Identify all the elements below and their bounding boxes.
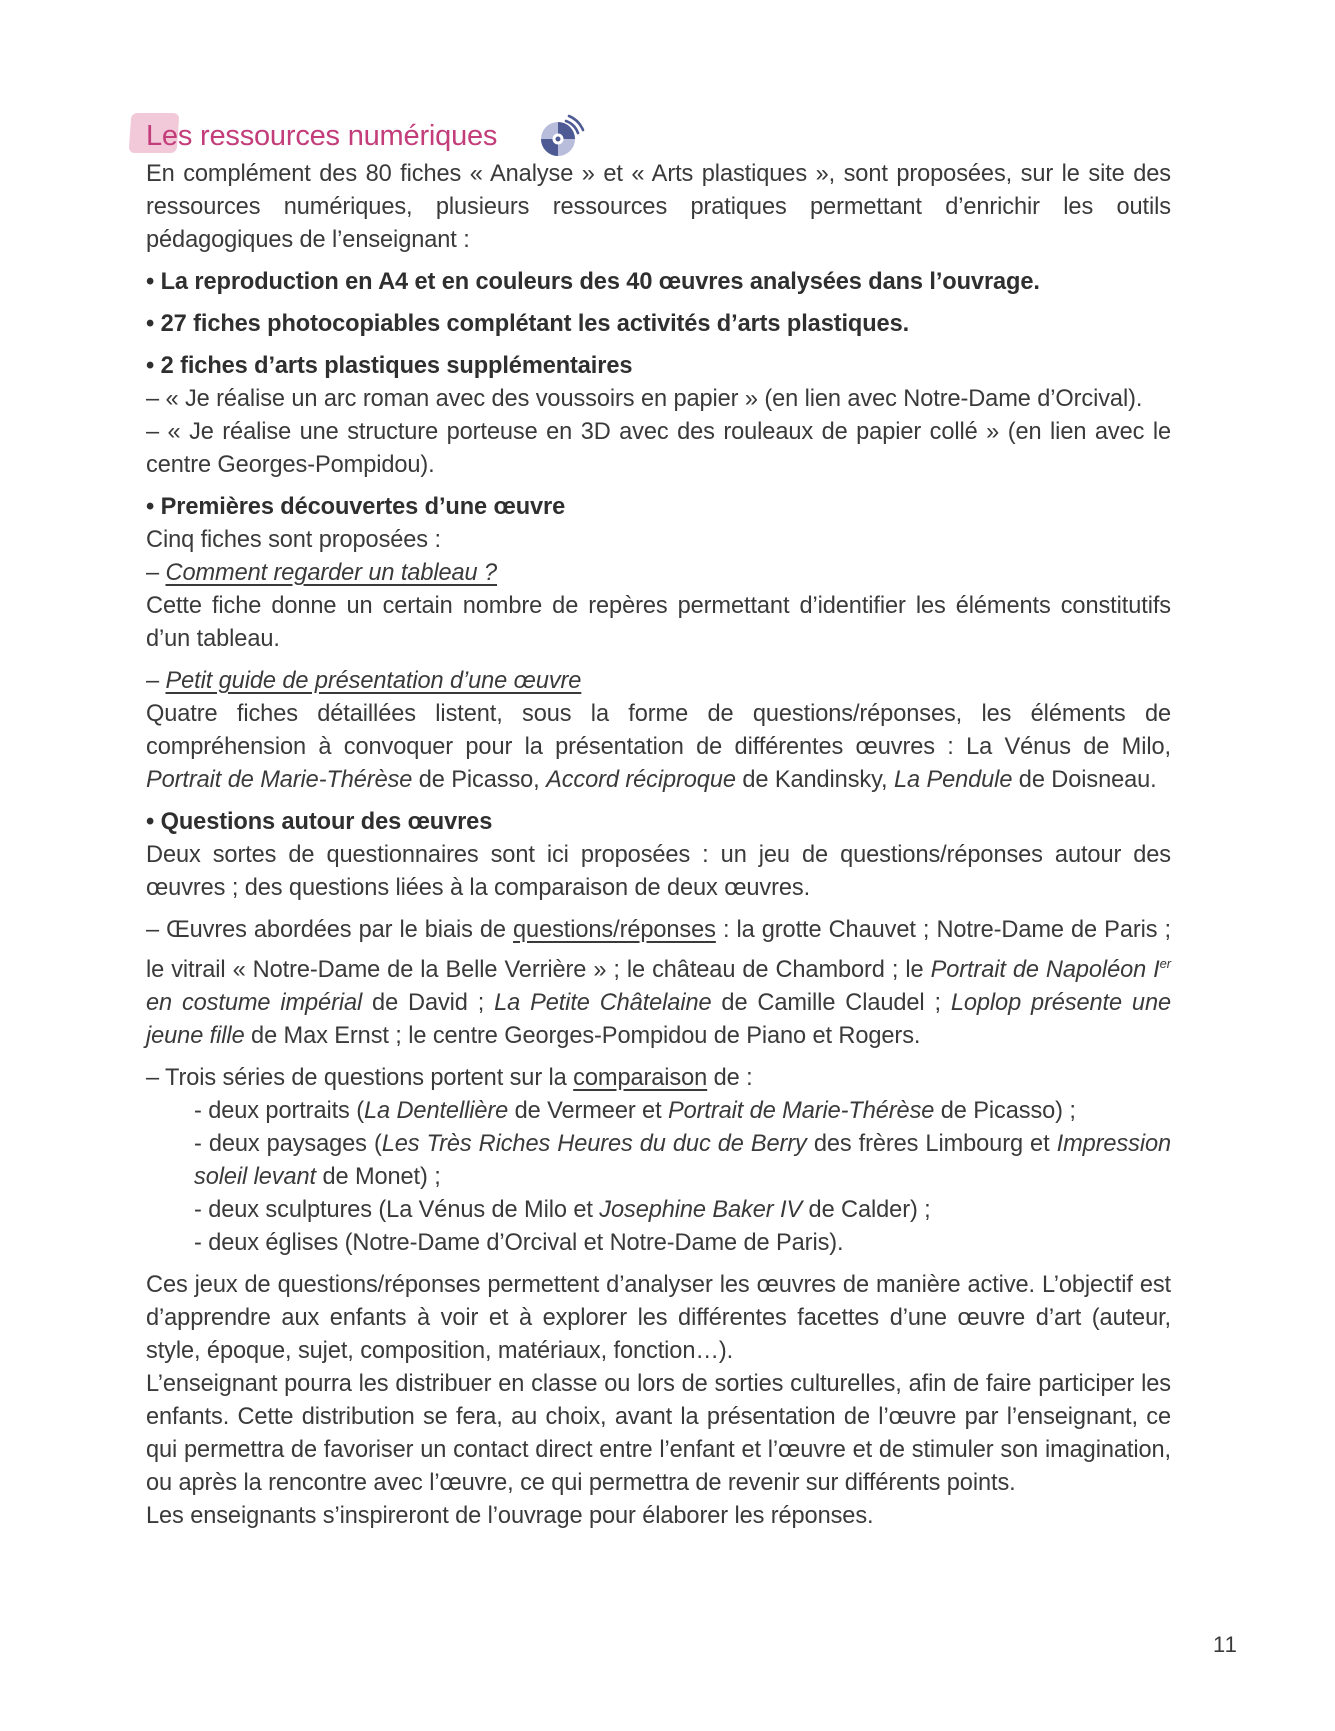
bullet-photocopiables: • 27 fiches photocopiables complétant les activités d’arts plastiques. xyxy=(146,311,910,337)
questions-qr: – Œuvres abordées par le biais de questions/réponses : la grotte Chauvet ; Notre-Dame de Paris ; le vitrail « Notre-Dame de la Belle Verrière » ; le château de Chambord ; le Portrait de Napoléon Ier en costume impérial de David ; La Petite Châtelaine de Camille Claudel ; Loplop présente une jeune fille de Max Ernst ; le centre Georges-Pompidou de Piano et Rogers. xyxy=(146,917,1171,1049)
bullet-questions-heading: • Questions autour des œuvres xyxy=(146,809,493,835)
comparaison-item-sculptures: - deux sculptures (La Vénus de Milo et Josephine Baker IV de Calder) ; xyxy=(194,1196,931,1223)
cd-icon xyxy=(536,114,586,160)
sub2-title: Petit guide de présentation d’une œuvre xyxy=(165,668,582,694)
bullet-reproduction: • La reproduction en A4 et en couleurs des 40 œuvres analysées dans l’ouvrage. xyxy=(146,269,1040,295)
section-header xyxy=(146,108,1171,158)
decouvertes-sub1-text: Cette fiche donne un certain nombre de repères permettant d’identifier les éléments constitutifs d’un tableau. xyxy=(146,593,1171,652)
questions-comparaison: – Trois séries de questions portent sur la comparaison de : xyxy=(146,1064,753,1091)
intro-paragraph: En complément des 80 fiches « Analyse » et « Arts plastiques », sont proposées, sur le site des ressources numériques, plusieurs ressources pratiques permettant d’enrichir les outils pédagogiques de l’enseignant : xyxy=(146,161,1171,253)
dash: – xyxy=(146,560,160,586)
closing-paragraph-2: L’enseignant pourra les distribuer en classe ou lors de sorties culturelles, afin de faire participer les enfants. Cette distribution se fera, au choix, avant la présentation de l’œuvre par l’enseignant, ce qui permettra de favoriser un contact direct entre l’enfant et l’œuvre et de stimuler son imagination, ou après la rencontre avec l’œuvre, ce qui permettra de revenir sur différents points. xyxy=(146,1370,1171,1496)
closing-paragraph-1: Ces jeux de questions/réponses permettent d’analyser les œuvres de manière active. L’objectif est d’apprendre aux enfants à voir et à explorer les différentes facettes d’une œuvre d’art (auteur, style, époque, sujet, composition, matériaux, fonction…). xyxy=(146,1271,1171,1364)
comparaison-item-eglises: - deux églises (Notre-Dame d’Orcival et Notre-Dame de Paris). xyxy=(194,1229,844,1256)
comparaison-link: comparaison xyxy=(573,1064,708,1091)
supplementaires-item-arc: – « Je réalise un arc roman avec des voussoirs en papier » (en lien avec Notre-Dame d’Orcival). xyxy=(146,386,1143,412)
supplementaires-item-structure: – « Je réalise une structure porteuse en 3D avec des rouleaux de papier collé » (en lien avec le centre Georges-Pompidou). xyxy=(146,419,1171,478)
decouvertes-sub2 xyxy=(146,665,1171,698)
closing-paragraph-3: Les enseignants s’inspireront de l’ouvrage pour élaborer les réponses. xyxy=(146,1502,874,1529)
page-content xyxy=(146,108,1171,1533)
comparaison-item-portraits: - deux portraits (La Dentellière de Vermeer et Portrait de Marie-Thérèse de Picasso) ; xyxy=(194,1097,1076,1124)
comparaison-item-paysages: - deux paysages (Les Très Riches Heures du duc de Berry des frères Limbourg et Impression soleil levant de Monet) ; xyxy=(194,1130,1172,1190)
decouvertes-sub1 xyxy=(146,557,1171,590)
dash: – xyxy=(146,668,160,694)
questions-reponses-link: questions/réponses xyxy=(513,917,716,943)
decouvertes-lead: Cinq fiches sont proposées : xyxy=(146,527,441,553)
page-number: 11 xyxy=(1213,1632,1238,1657)
section-title: Les ressources numériques xyxy=(146,120,498,152)
questions-lead: Deux sortes de questionnaires sont ici proposées : un jeu de questions/réponses autour des œuvres ; des questions liées à la comparaison de deux œuvres. xyxy=(146,842,1171,901)
decouvertes-sub2-text: Quatre fiches détaillées listent, sous la forme de questions/réponses, les éléments de compréhension à convoquer pour la présentation de différentes œuvres : La Vénus de Milo, Portrait de Marie-Thérèse de Picasso, Accord réciproque de Kandinsky, La Pendule de Doisneau. xyxy=(146,701,1171,793)
bullet-supplementaires-heading: • 2 fiches d’arts plastiques supplémentaires xyxy=(146,353,633,379)
bullet-decouvertes-heading: • Premières découvertes d’une œuvre xyxy=(146,494,566,520)
sub1-title: Comment regarder un tableau ? xyxy=(165,560,498,586)
